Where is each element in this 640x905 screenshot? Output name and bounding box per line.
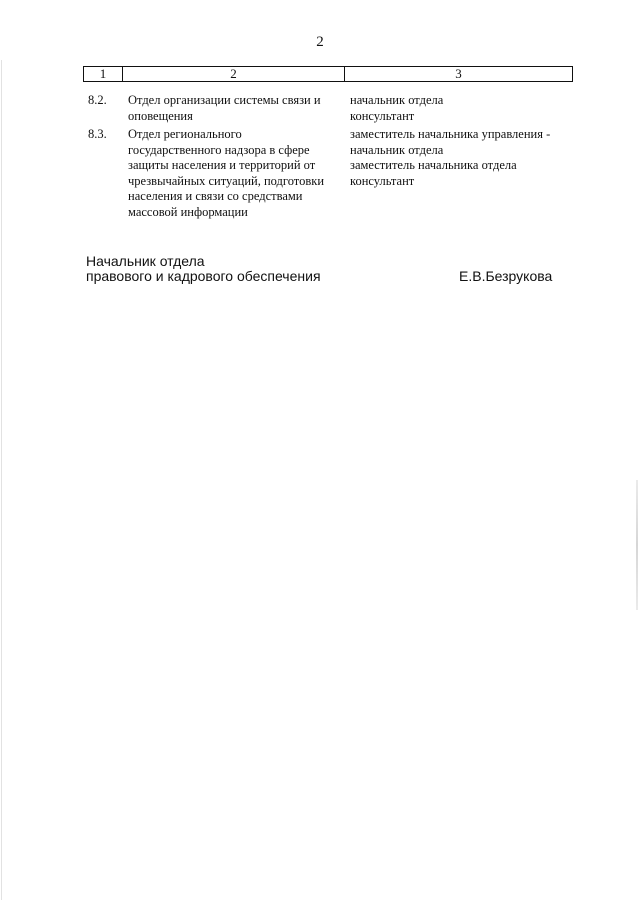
department-line: защиты населения и территорий от — [128, 158, 316, 172]
department-line: Отдел организации системы связи и — [128, 93, 321, 107]
position-line: заместитель начальника управления - — [350, 127, 551, 141]
signatory-title-line: правового и кадрового обеспечения — [86, 268, 321, 284]
position-line: консультант — [350, 173, 415, 188]
row-number: 8.2. — [88, 93, 107, 107]
position-line: начальник отдела — [350, 93, 444, 107]
position-line: заместитель начальника отдела — [350, 158, 517, 172]
table-header-col-3: 3 — [455, 66, 462, 81]
department-name — [128, 93, 340, 124]
page-number: 2 — [316, 34, 324, 50]
department-line: массовой информации — [128, 204, 248, 219]
signatory-title — [86, 254, 321, 284]
position-line: начальник отдела — [350, 142, 444, 157]
department-line: чрезвычайных ситуаций, подготовки — [128, 173, 325, 188]
position-line: консультант — [350, 108, 415, 123]
department-line: государственного надзора в сфере — [128, 142, 310, 157]
department-line: населения и связи со средствами — [128, 189, 303, 203]
position-list — [350, 127, 580, 189]
department-line: Отдел регионального — [128, 127, 242, 141]
scan-edge-right — [636, 480, 638, 610]
position-list — [350, 93, 580, 124]
department-name — [128, 127, 340, 220]
row-number: 8.3. — [88, 127, 107, 141]
signatory-name: Е.В.Безрукова — [459, 268, 553, 284]
department-line: оповещения — [128, 108, 193, 123]
table-header-col-2: 2 — [123, 67, 345, 81]
scan-edge-left — [1, 60, 2, 900]
table-header — [83, 66, 573, 82]
signatory-title-line: Начальник отдела — [86, 253, 205, 269]
table-header-col-1: 1 — [84, 67, 123, 81]
